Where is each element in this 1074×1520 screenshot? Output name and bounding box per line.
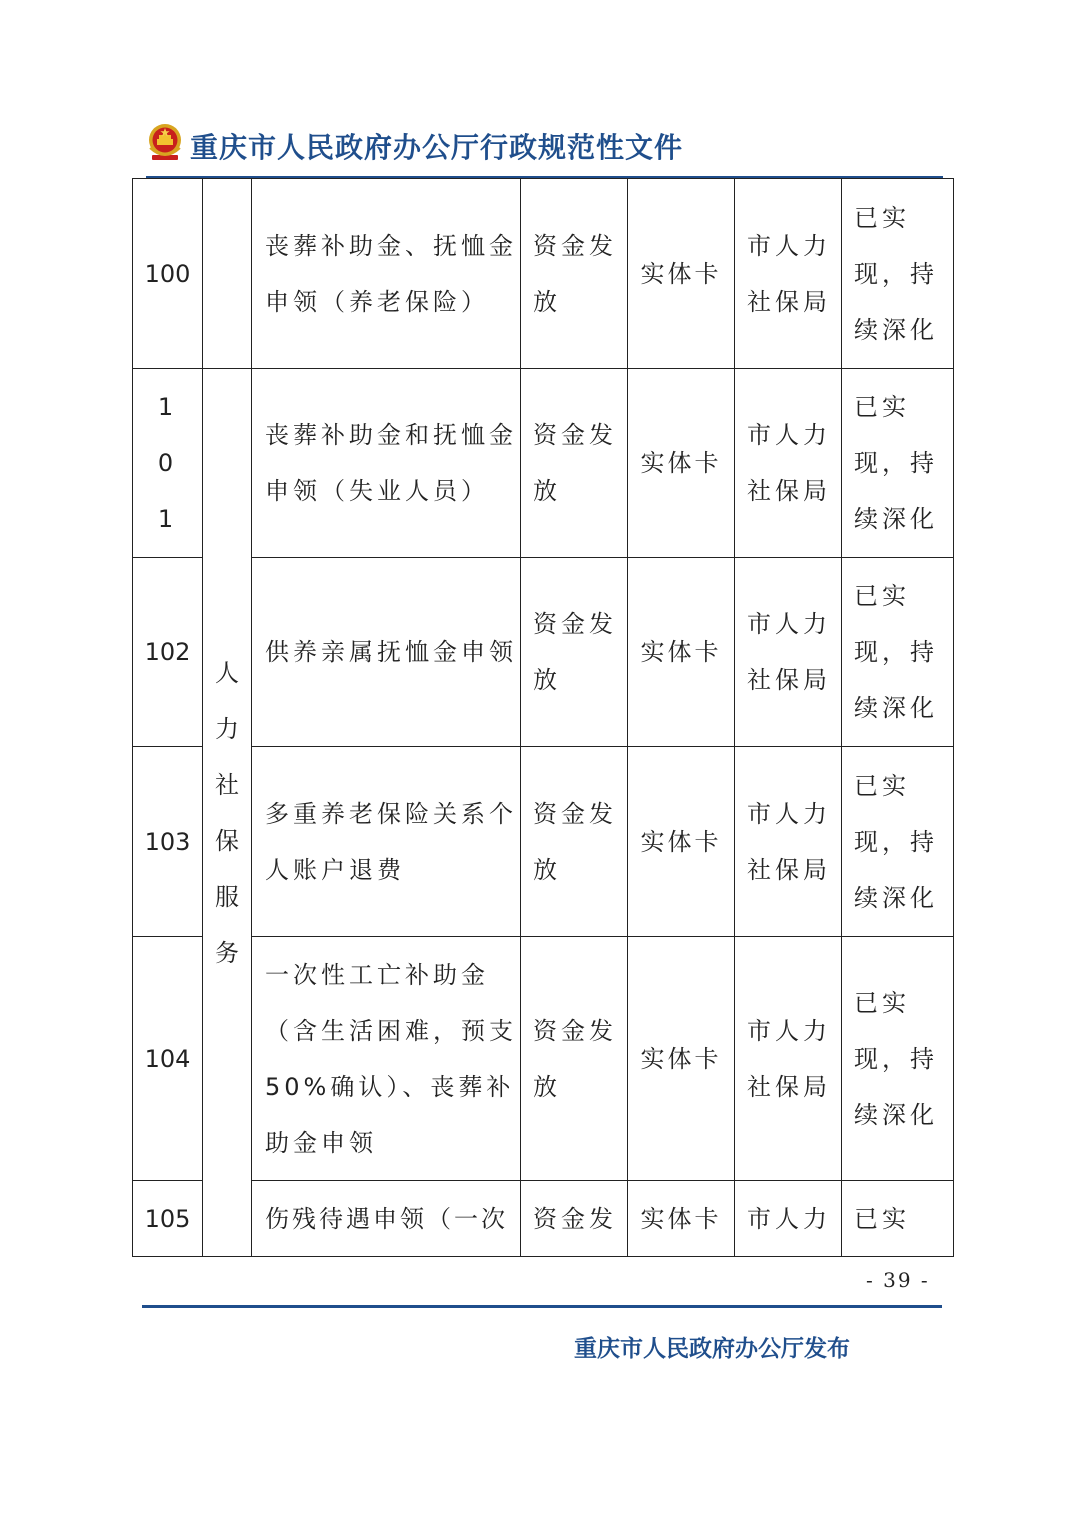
item-name: 丧葬补助金和抚恤金申领（失业人员）	[252, 369, 521, 558]
status: 已实	[842, 1181, 954, 1257]
card-type: 实体卡	[628, 937, 735, 1181]
department: 市人力社保局	[735, 558, 842, 747]
status: 已实现，持续深化	[842, 747, 954, 937]
card-type: 实体卡	[628, 369, 735, 558]
department: 市人力	[735, 1181, 842, 1257]
footer-divider	[142, 1305, 942, 1308]
service-table	[132, 178, 954, 1257]
table-row	[133, 179, 954, 369]
table-row	[133, 558, 954, 747]
row-number: 101	[133, 369, 203, 558]
row-number: 100	[133, 179, 203, 369]
item-name: 丧葬补助金、抚恤金申领（养老保险）	[252, 179, 521, 369]
card-type: 实体卡	[628, 747, 735, 937]
status: 已实现，持续深化	[842, 937, 954, 1181]
row-number: 105	[133, 1181, 203, 1257]
table-row	[133, 1181, 954, 1257]
item-name: 供养亲属抚恤金申领	[252, 558, 521, 747]
card-type: 实体卡	[628, 179, 735, 369]
row-number: 104	[133, 937, 203, 1181]
row-number: 102	[133, 558, 203, 747]
footer-publisher: 重庆市人民政府办公厅发布	[574, 1335, 850, 1362]
department: 市人力社保局	[735, 747, 842, 937]
service-type: 资金发	[521, 1181, 628, 1257]
document-header-title: 重庆市人民政府办公厅行政规范性文件	[190, 131, 684, 164]
service-type: 资金发放	[521, 937, 628, 1181]
status: 已实现，持续深化	[842, 179, 954, 369]
card-type: 实体卡	[628, 1181, 735, 1257]
category-cell-blank	[203, 179, 252, 369]
item-name: 多重养老保险关系个人账户退费	[252, 747, 521, 937]
card-type: 实体卡	[628, 558, 735, 747]
table-row	[133, 747, 954, 937]
service-type: 资金发放	[521, 369, 628, 558]
row-number: 103	[133, 747, 203, 937]
table-row	[133, 937, 954, 1181]
department: 市人力社保局	[735, 179, 842, 369]
department: 市人力社保局	[735, 937, 842, 1181]
service-type: 资金发放	[521, 179, 628, 369]
national-emblem-icon	[146, 122, 184, 162]
category-cell: 人力社保服务	[203, 369, 252, 1257]
page-number: - 39 -	[866, 1268, 930, 1292]
status: 已实现，持续深化	[842, 369, 954, 558]
item-name: 伤残待遇申领（一次	[252, 1181, 521, 1257]
document-header	[146, 120, 946, 170]
service-type: 资金发放	[521, 747, 628, 937]
status: 已实现，持续深化	[842, 558, 954, 747]
service-type: 资金发放	[521, 558, 628, 747]
table-row	[133, 369, 954, 558]
department: 市人力社保局	[735, 369, 842, 558]
item-name: 一次性工亡补助金（含生活困难，预支50%确认）、丧葬补助金申领	[252, 937, 521, 1181]
